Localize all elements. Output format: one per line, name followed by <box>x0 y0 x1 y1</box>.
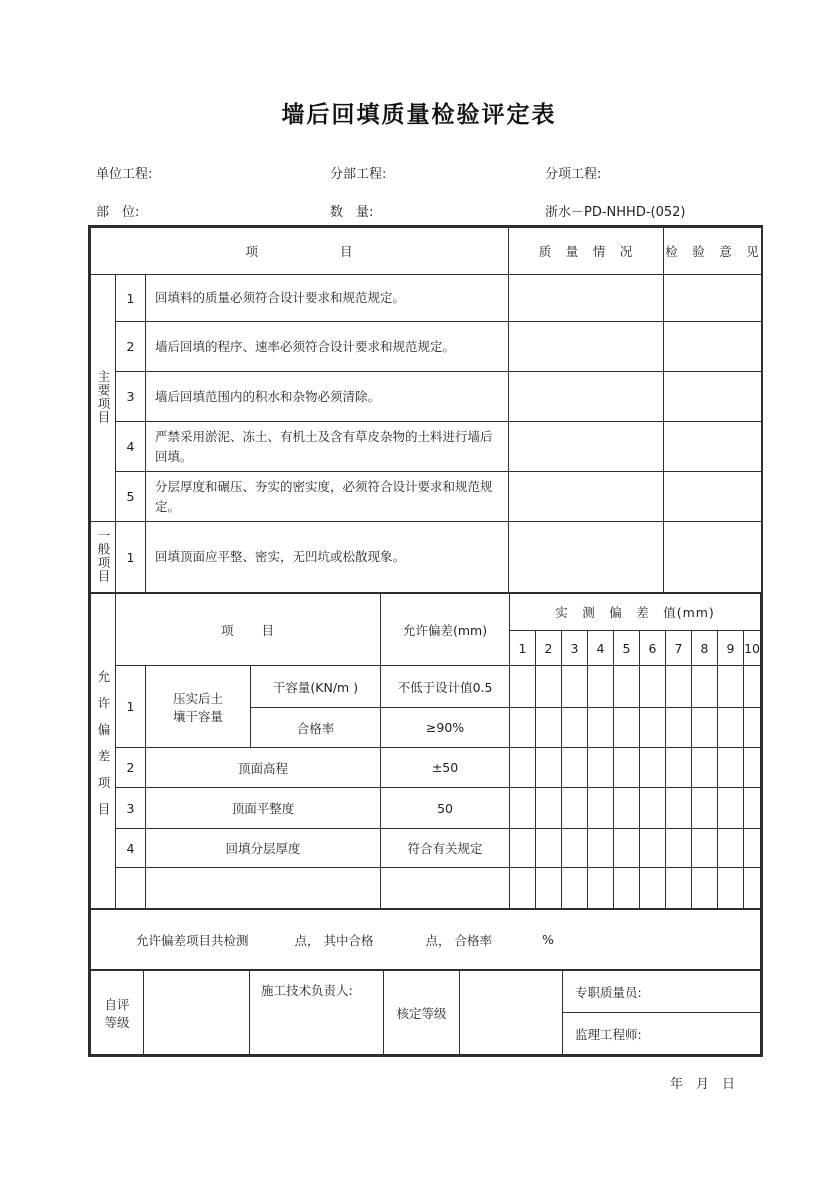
quality-cell <box>509 275 664 322</box>
quality-officer-signature-label: 专职质量员: <box>563 971 761 1013</box>
measure-cell <box>640 708 666 748</box>
measure-cell <box>562 868 588 909</box>
measure-cell <box>718 666 744 708</box>
page-title: 墙后回填质量检验评定表 <box>281 102 557 128</box>
measure-cell <box>640 788 666 829</box>
item-no: 2 <box>116 748 146 788</box>
deviation-row-1a <box>91 666 761 708</box>
verified-grade-cell <box>460 971 563 1055</box>
deviation-section-label: 允许偏差项目 <box>91 594 116 909</box>
measure-cell <box>692 748 718 788</box>
measure-col-header: 2 <box>536 631 562 666</box>
measure-col-header: 6 <box>640 631 666 666</box>
measure-cell <box>614 708 640 748</box>
supervisor-signature-label: 监理工程师: <box>563 1013 761 1055</box>
measure-cell <box>666 708 692 748</box>
opinion-cell <box>664 472 762 522</box>
measure-col-header: 1 <box>510 631 536 666</box>
major-item-row <box>91 422 762 472</box>
measure-cell <box>588 788 614 829</box>
inspection-opinion-header: 检 验 意 见 <box>664 228 762 275</box>
deviation-row-3 <box>91 788 761 829</box>
measure-cell <box>692 868 718 909</box>
measure-cell <box>536 748 562 788</box>
opinion-cell <box>664 322 762 372</box>
measure-cell <box>744 788 761 829</box>
measure-cell <box>588 829 614 868</box>
measure-cell <box>562 748 588 788</box>
measure-col-header: 8 <box>692 631 718 666</box>
allowed-deviation-value <box>381 868 510 909</box>
measure-cell <box>614 788 640 829</box>
measure-cell <box>692 708 718 748</box>
measured-deviation-header: 实 测 偏 差 值(mm) <box>510 594 761 631</box>
item-no: 1 <box>116 522 146 593</box>
item-no: 4 <box>116 829 146 868</box>
verified-grade-label: 核定等级 <box>384 971 460 1055</box>
item-text: 分层厚度和碾压、夯实的密实度，必须符合设计要求和规范规定。 <box>146 472 509 522</box>
measure-cell <box>536 829 562 868</box>
measure-cell <box>510 829 536 868</box>
summary-part-3: 点， 合格率 <box>425 932 492 948</box>
measure-cell <box>536 788 562 829</box>
measure-cell <box>692 829 718 868</box>
item-text: 回填顶面应平整、密实，无凹坑或松散现象。 <box>146 522 509 593</box>
item-no: 1 <box>116 666 146 748</box>
measure-col-header: 4 <box>588 631 614 666</box>
measure-cell <box>744 708 761 748</box>
measure-cell <box>692 788 718 829</box>
deviation-row-empty <box>91 868 761 909</box>
inspection-form-table <box>88 225 763 1057</box>
measure-cell <box>666 748 692 788</box>
date-line: 年 月 日 <box>669 1077 735 1092</box>
item-no <box>116 868 146 909</box>
measure-cell <box>562 788 588 829</box>
item-text: 严禁采用淤泥、冻土、有机土及含有草皮杂物的土料进行墙后回填。 <box>146 422 509 472</box>
deviation-item-name: 顶面平整度 <box>146 788 381 829</box>
measure-cell <box>666 788 692 829</box>
measure-cell <box>588 666 614 708</box>
division-project-label: 分部工程: <box>330 167 387 182</box>
summary-part-2: 点， 其中合格 <box>294 932 374 948</box>
deviation-item-name: 回填分层厚度 <box>146 829 381 868</box>
measure-cell <box>588 708 614 748</box>
unit-project-label: 单位工程: <box>96 167 153 182</box>
measure-cell <box>640 868 666 909</box>
item-text: 墙后回填范围内的积水和杂物必须清除。 <box>146 372 509 422</box>
major-item-row <box>91 372 762 422</box>
major-item-row <box>91 472 762 522</box>
deviation-sub-label: 干容量(KN/m ) <box>251 666 381 708</box>
measure-col-header: 9 <box>718 631 744 666</box>
measure-col-header: 10 <box>744 631 761 666</box>
summary-section <box>90 909 761 970</box>
opinion-cell <box>664 522 762 593</box>
measure-cell <box>640 829 666 868</box>
measure-cell <box>588 868 614 909</box>
measure-cell <box>744 829 761 868</box>
form-code: 浙水－PD-NHHD-(052) <box>545 205 686 220</box>
deviation-item-name: 顶面高程 <box>146 748 381 788</box>
measure-cell <box>588 748 614 788</box>
measure-cell <box>614 748 640 788</box>
measure-cell <box>666 666 692 708</box>
signature-section <box>90 970 761 1055</box>
allowed-deviation-value: ≥90% <box>381 708 510 748</box>
general-item-row <box>91 522 762 593</box>
item-no: 5 <box>116 472 146 522</box>
measure-cell <box>666 868 692 909</box>
general-items-section-label: 一般项目 <box>91 522 116 593</box>
item-no: 1 <box>116 275 146 322</box>
measure-cell <box>536 868 562 909</box>
measure-col-header: 5 <box>614 631 640 666</box>
measure-cell <box>562 829 588 868</box>
allowed-deviation-header: 允许偏差(mm) <box>381 594 510 666</box>
measure-cell <box>510 868 536 909</box>
item-no: 3 <box>116 372 146 422</box>
tech-lead-signature-label: 施工技术负责人: <box>250 971 384 1055</box>
allowed-deviation-value: 50 <box>381 788 510 829</box>
measure-cell <box>510 708 536 748</box>
quality-cell <box>509 422 664 472</box>
major-items-section-label: 主要项目 <box>91 275 116 522</box>
allowed-deviation-value: ±50 <box>381 748 510 788</box>
item-no: 2 <box>116 322 146 372</box>
measure-cell <box>562 708 588 748</box>
summary-row <box>91 910 761 970</box>
part-label: 部 位: <box>96 205 140 220</box>
meta-header <box>88 161 766 225</box>
measure-col-header: 3 <box>562 631 588 666</box>
allowed-deviation-value: 不低于设计值0.5 <box>381 666 510 708</box>
measure-cell <box>510 788 536 829</box>
measure-cell <box>510 748 536 788</box>
deviation-row-2 <box>91 748 761 788</box>
measure-cell <box>718 829 744 868</box>
measure-cell <box>536 666 562 708</box>
measure-cell <box>666 829 692 868</box>
quality-cell <box>509 522 664 593</box>
deviation-section <box>90 593 761 909</box>
measure-cell <box>718 868 744 909</box>
quality-cell <box>509 322 664 372</box>
measure-cell <box>614 666 640 708</box>
summary-part-4: % <box>541 932 554 947</box>
measure-cell <box>640 748 666 788</box>
measure-col-header: 7 <box>666 631 692 666</box>
item-no: 3 <box>116 788 146 829</box>
items-header: 项 目 <box>91 228 509 275</box>
measure-cell <box>744 748 761 788</box>
deviation-row-4 <box>91 829 761 868</box>
allowed-deviation-value: 符合有关规定 <box>381 829 510 868</box>
items-section <box>90 227 762 593</box>
quality-status-header: 质 量 情 况 <box>509 228 664 275</box>
measure-cell <box>718 708 744 748</box>
self-eval-grade-cell <box>144 971 250 1055</box>
measure-cell <box>614 868 640 909</box>
measure-cell <box>744 666 761 708</box>
measure-cell <box>536 708 562 748</box>
measure-cell <box>718 748 744 788</box>
measure-cell <box>718 788 744 829</box>
quantity-label: 数 量: <box>330 205 374 220</box>
self-eval-grade-label: 自评 等级 <box>91 971 144 1055</box>
measure-cell <box>614 829 640 868</box>
measure-cell <box>562 666 588 708</box>
item-text: 回填料的质量必须符合设计要求和规范规定。 <box>146 275 509 322</box>
measure-cell <box>510 666 536 708</box>
opinion-cell <box>664 275 762 322</box>
summary-part-1: 允许偏差项目共检测 <box>136 932 249 948</box>
subitem-project-label: 分项工程: <box>545 167 602 182</box>
item-text: 墙后回填的程序、速率必须符合设计要求和规范规定。 <box>146 322 509 372</box>
major-item-row <box>91 275 762 322</box>
deviation-item-header: 项 目 <box>116 594 381 666</box>
measure-cell <box>744 868 761 909</box>
quality-cell <box>509 372 664 422</box>
major-item-row <box>91 322 762 372</box>
measure-cell <box>640 666 666 708</box>
opinion-cell <box>664 372 762 422</box>
deviation-sub-label: 合格率 <box>251 708 381 748</box>
quality-cell <box>509 472 664 522</box>
item-no: 4 <box>116 422 146 472</box>
deviation-item-name <box>146 868 381 909</box>
opinion-cell <box>664 422 762 472</box>
measure-cell <box>692 666 718 708</box>
deviation-item-name: 压实后土 壤干容量 <box>146 666 251 748</box>
